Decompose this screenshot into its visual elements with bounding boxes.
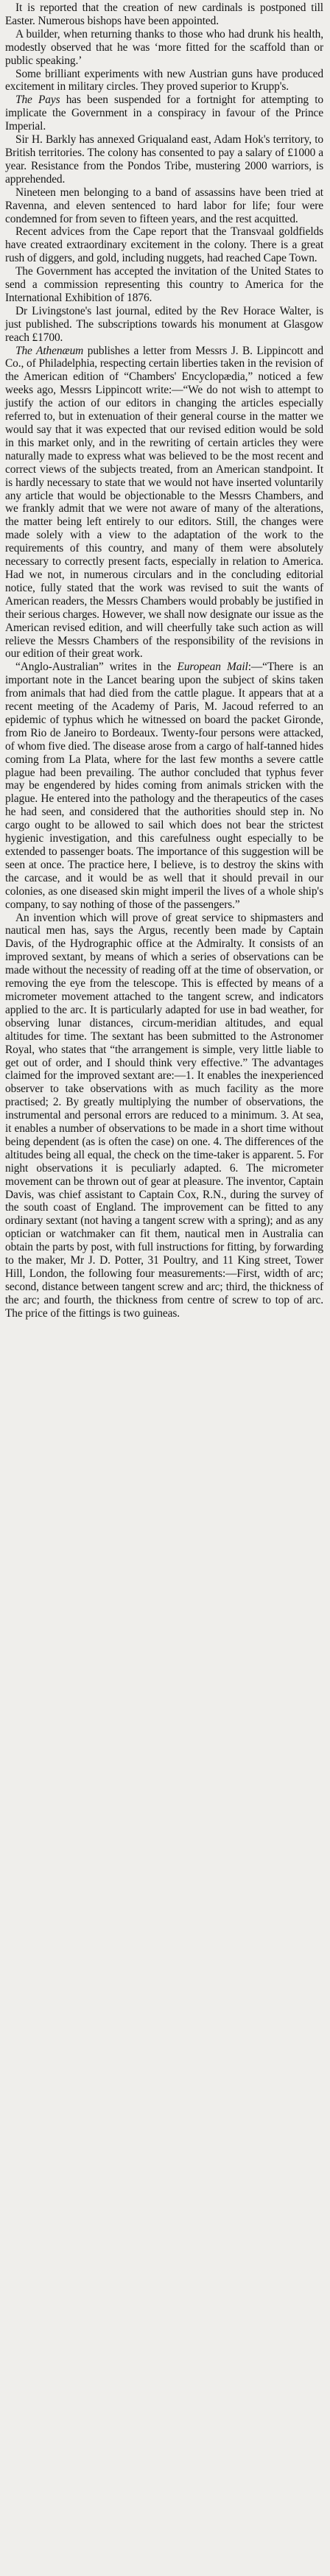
- paragraph-text: has been suspended for a fortnight for attempting to implicate the Government in a conspiracy in favour of the Prince Imperial.: [5, 94, 323, 133]
- paragraph-lead: The Athenæum: [15, 344, 84, 357]
- paragraph-text: It is reported that the creation of new cardinals is postponed till Easter. Numerous bishops have been appointed.: [5, 1, 323, 27]
- paragraph-builder: [5, 28, 323, 68]
- paragraph-transvaal-gold: [5, 225, 323, 265]
- paragraph-sextant-invention: [5, 912, 323, 1320]
- paragraph-text: Nineteen men belonging to a band of assassins have been tried at Ravenna, and eleven sentenced to hard labor for life; four were condemned for from seven to fifteen years, and the rest acquitted.: [5, 186, 323, 225]
- paragraph-text: A builder, when returning thanks to those who had drunk his health, modestly observed that he was ‘more fitted for the scaffold than or public speaking.’: [5, 27, 323, 67]
- paragraph-ravenna-assassins: [5, 186, 323, 226]
- paragraph-athenaeum-letter: [5, 345, 323, 661]
- paragraph-text: :—“There is an important note in the Lancet bearing upon the subject of skins taken from animals that had died from the cattle plague. It appears that at a recent meeting of the Academy of Paris, M. Jacoud referred to an epidemic of typhus which he witnessed on board the packet Gironde, from Rio de Janeiro to Bordeaux. Twenty-four persons were attacked, of whom five died. The disease arose from a cargo of half-tanned hides coming from La Plata, where for the last few months a severe cattle plague had been prevailing. The author concluded that typhus fever may be engendered by hides coming from animals stricken with the plague. He entered into the pathology and the therapeutics of the cases he had seen, and considered that the authorities should step in. No cargo ought to be allowed to sail which does not bear the strictest hygienic investigation, and this carefulness ought especially to be extended to passenger boats. The importance of this suggestion will be seen at once. The practice here, I believe, is to destroy the skins with the carcase, and it would be as well that it should prevail in our colonies, as one diseased skin might imperil the lives of a whole ship's company, to say nothing of those of the passengers.”: [5, 661, 323, 911]
- paragraph-lead: European Mail: [177, 661, 248, 674]
- paragraph-text: Dr Livingstone's last journal, edited by the Rev Horace Walter, is just published. The subscriptions towards his monument at Glasgow reach £1700.: [5, 304, 323, 344]
- paragraph-griqualand: [5, 133, 323, 186]
- paragraph-text: publishes a letter from Messrs J. B. Lippincott and Co., of Philadelphia, respecting certain liberties taken in the revision of the American edition of “Chambers' Encyclopædia,” noticed a few weeks ago, Messrs Lippincott write:—“We do not wish to attempt to justify the action of our editors in changing the articles especially referred to, but in extenuation of their general course in the matter we would say that it was expected that our revised edition would be sold in this market only, and in the rewriting of certain articles they were naturally made to express what was believed to be the most recent and correct views of the subjects treated, from an American standpoint. It is hardly necessary to state that we would not have inserted voluntarily any article that would be objectionable to the Messrs Chambers, and we frankly admit that we were not aware of many of the alterations, the matter being left entirely to our editors. Still, the changes were made solely with a view to the adaptation of the work to the requirements of this country, and many of them were absolutely necessary to correctly present facts, especially in relation to America. Had we not, in numerous circulars and in the concluding editorial notice, fully stated that the work was revised to suit the wants of American readers, the Messrs Chambers would probably be justified in their serious charges. However, we shall now designate our issue as the American revised edition, and will cheerfully take such action as will relieve the Messrs Chambers of the responsibility of the revisions in our edition of their great work.: [5, 344, 323, 661]
- paragraph-lead: The Pays: [15, 94, 60, 107]
- paragraph-austrian-guns: [5, 68, 323, 94]
- paragraph-text: The Government has accepted the invitation of the United States to send a commission representing this country to America for the International Exhibition of 1876.: [5, 265, 323, 304]
- paragraph-pays-suspended: [5, 94, 323, 133]
- paragraph-text: “Anglo-Australian” writes in the: [15, 661, 178, 674]
- paragraph-cardinals: [5, 1, 323, 28]
- paragraph-text: Some brilliant experiments with new Austrian guns have produced excitement in military circles. They proved superior to Krupp's.: [5, 67, 323, 94]
- paragraph-text: Sir H. Barkly has annexed Griqualand east, Adam Hok's territory, to British territories. The colony has consented to pay a salary of £1000 a year. Resistance from the Pondos Tribe, mustering 2000 warriors, is apprehended.: [5, 133, 323, 186]
- paragraph-european-mail: [5, 661, 323, 911]
- paragraph-livingstone: [5, 305, 323, 345]
- paragraph-exhibition-1876: [5, 265, 323, 305]
- paragraph-text: An invention which will prove of great service to shipmasters and nautical men has, says the Argus, recently been made by Captain Davis, of the Hydrographic office at the Admiralty. It consists of an improved sextant, by means of which a series of observations can be made without the necessity of reading off at the time of observation, or removing the eye from the telescope. This is effected by means of a micrometer movement attached to the tangent screw, and indicators applied to the arc. It is particularly adapted for use in bad weather, for observing lunar distances, circum-meridian altitudes, and equal altitudes for time. The sextant has been submitted to the Astronomer Royal, who states that “the arrangement is simple, very little liable to get out of order, and I should think very effective.” The advantages claimed for the improved sextant are:—1. It enables the inexperienced observer to take observations with as much facility as the more practised; 2. By greatly multiplying the number of observations, the instrumental and personal errors are reduced to a minimum. 3. At sea, it enables a number of observations to be made in a short time without being dependent (as is often the case) on one. 4. The differences of the altitudes being all equal, the check on the time-taker is apparent. 5. For night observations it is peculiarly adapted. 6. The micrometer movement can be thrown out of gear at pleasure. The inventor, Captain Davis, was chief assistant to Captain Cox, R.N., during the survey of the south coast of England. The improvement can be fitted to any ordinary sextant (not having a tangent screw with a spring); and as any optician or watchmaker can fit them, nautical men in Australia can obtain the parts by post, with full instructions for fitting, by forwarding to the maker, Mr J. D. Potter, 31 Poultry, and 11 King street, Tower Hill, London, the following four measurements:—First, width of arc; second, distance between tangent screw and arc; third, the thickness of the arc; and fourth, the thickness from centre of screw to top of arc. The price of the fittings is two guineas.: [5, 911, 323, 1320]
- paragraph-text: Recent advices from the Cape report that the Transvaal goldfields have created extraordinary excitement in the colony. There is a great rush of diggers, and gold, including nuggets, had reached Cape Town.: [5, 225, 323, 265]
